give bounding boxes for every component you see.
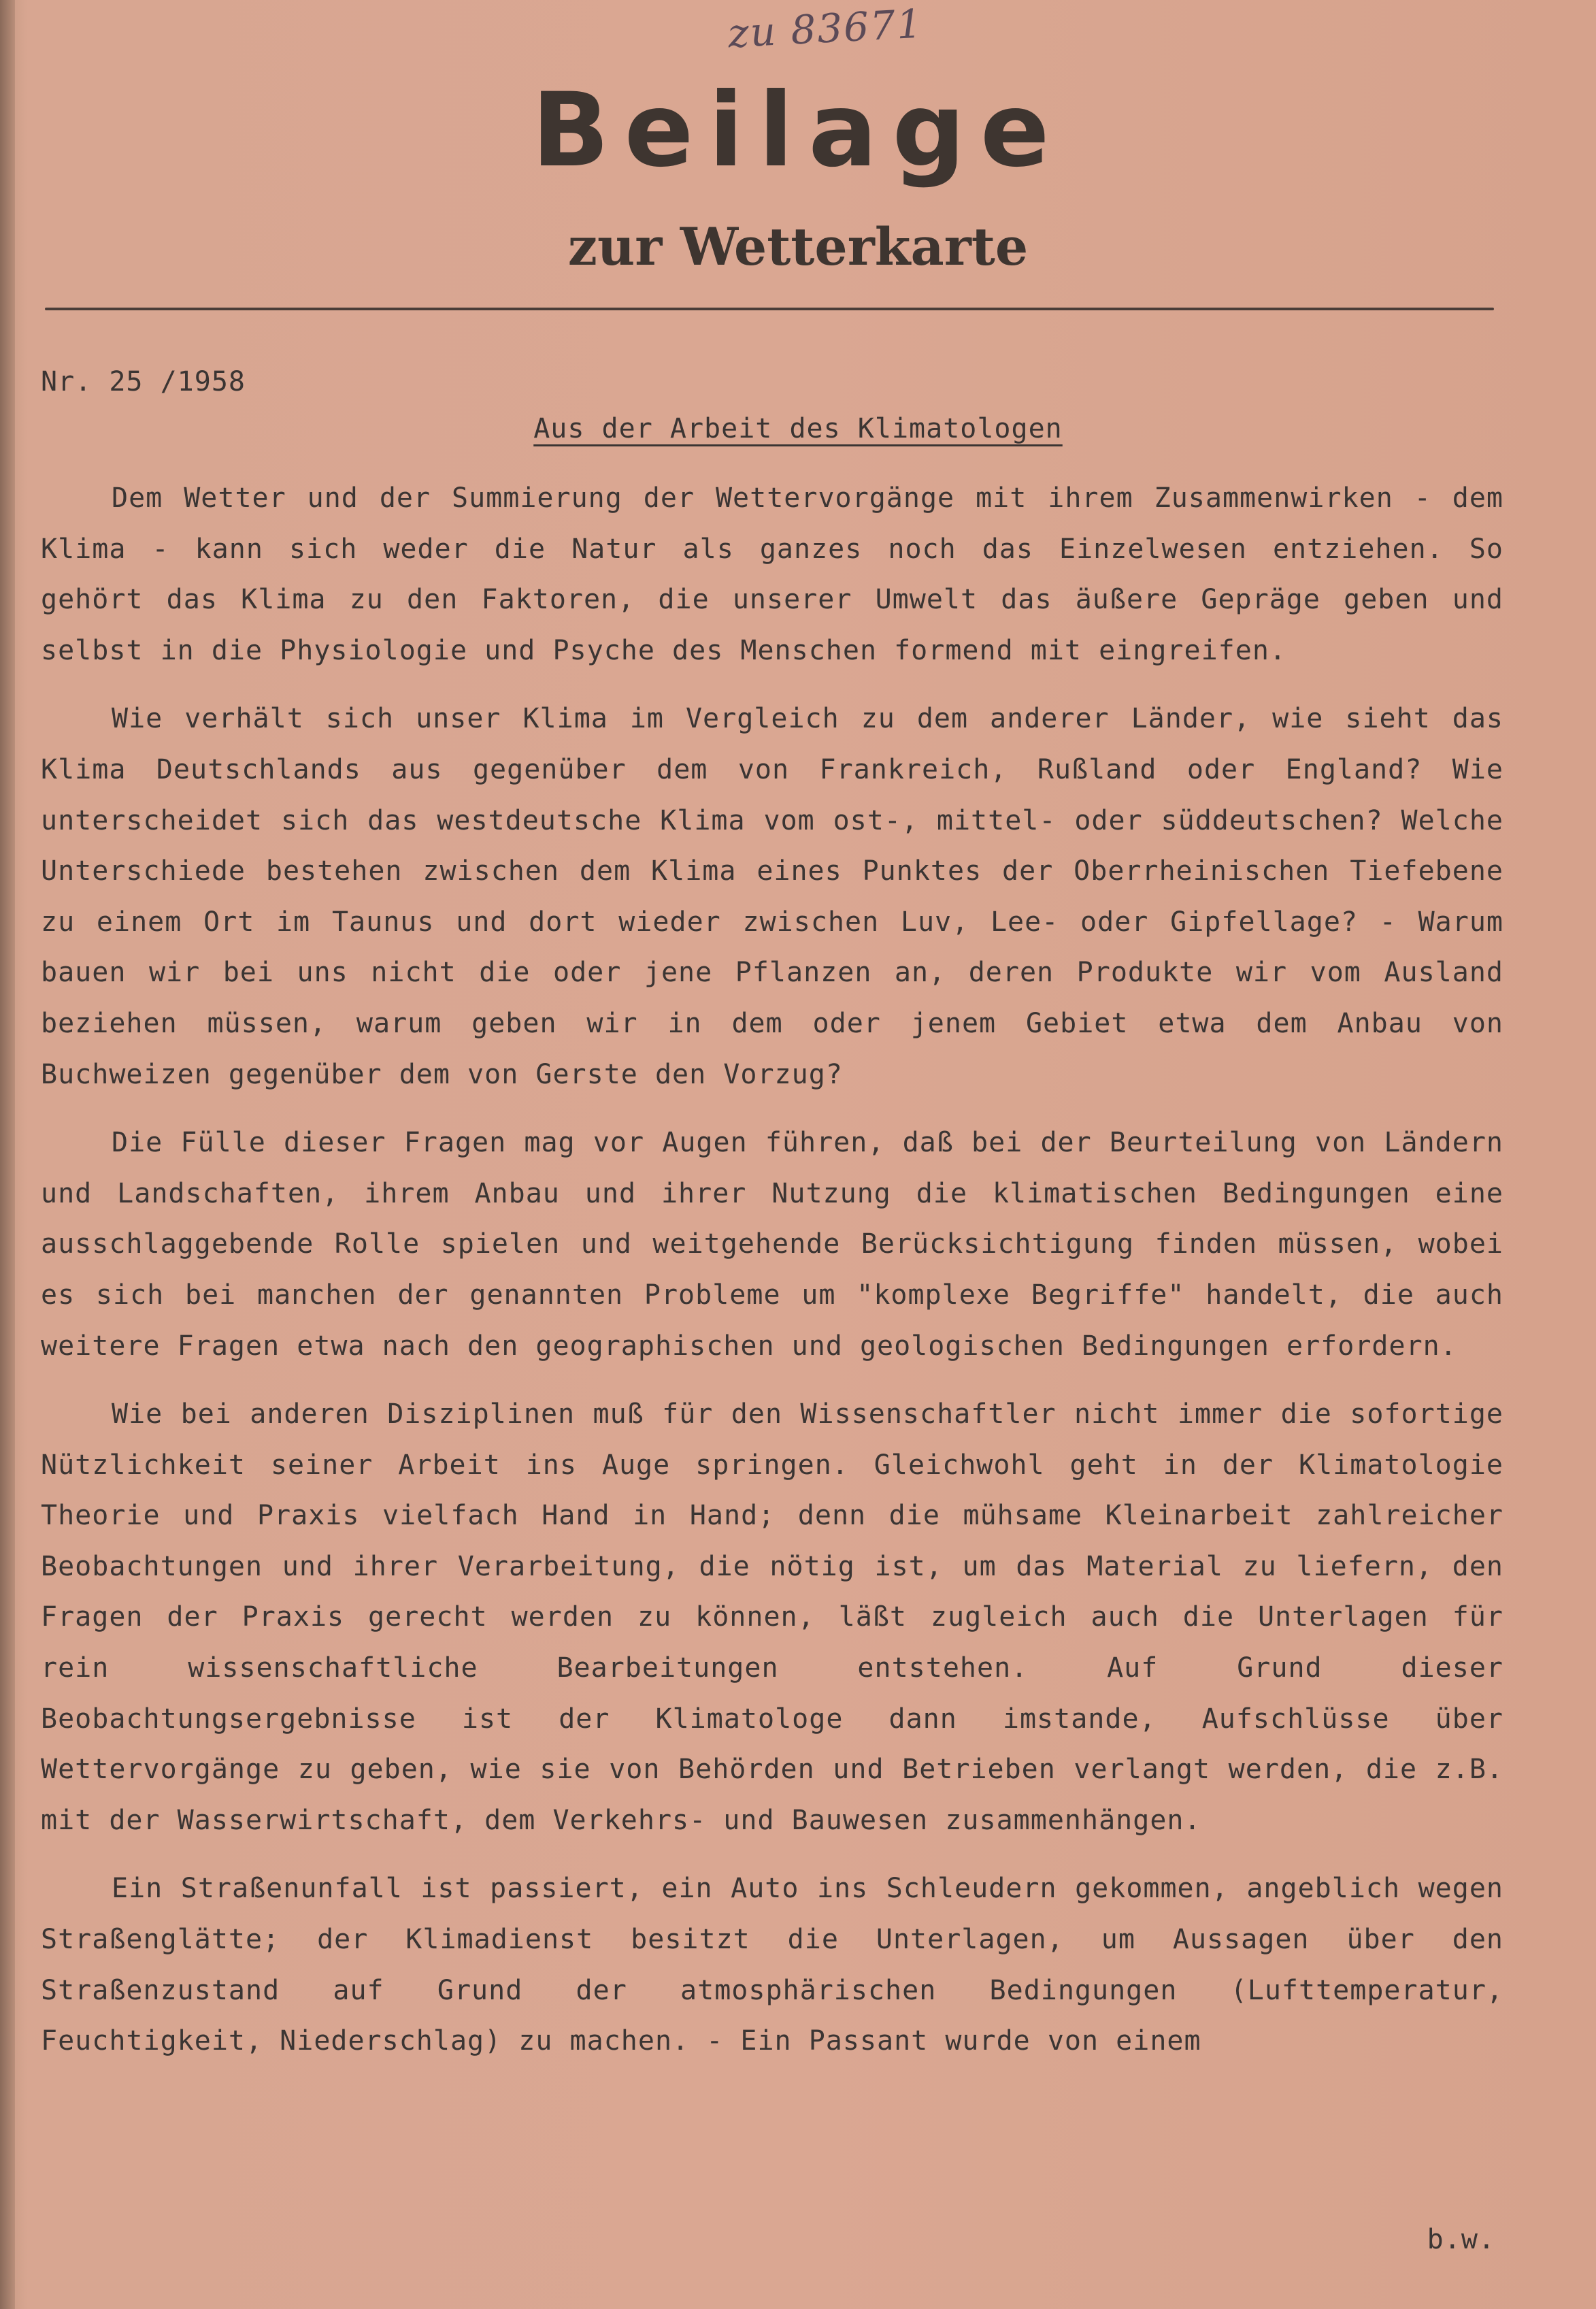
- article-paragraph-1: Dem Wetter und der Summierung der Wettervorgänge mit ihrem Zusammenwirken - dem Klima - kann sich weder die Natur als ganzes noch das Einzelwesen entziehen. So gehört das Klima zu den Faktoren, die unserer Umwelt das äußere Gepräge geben und selbst in die Physiologie und Psyche des Menschen formend mit eingreifen.: [41, 482, 1503, 666]
- article-paragraph-3: Die Fülle dieser Fragen mag vor Augen führen, daß bei der Beurteilung von Ländern und Landschaften, ihrem Anbau und ihrer Nutzung die klimatischen Bedingungen eine ausschlaggebende Rolle spielen und weitgehende Berücksichtigung finden müssen, wobei es sich bei manchen der genannten Probleme um "komplexe Begriffe" handelt, die auch weitere Fragen etwa nach den geographischen und geologischen Bedingungen erfordern.: [41, 1127, 1503, 1362]
- article-body: [41, 473, 1503, 2067]
- continuation-note: b.w.: [1427, 2224, 1495, 2255]
- article-paragraph-2: Wie verhält sich unser Klima im Vergleich zu dem anderer Länder, wie sieht das Klima Deutschlands aus gegenüber dem von Frankreich, Rußland oder England? Wie unterscheidet sich das westdeutsche Klima vom ost-, mittel- oder süddeutschen? Welche Unterschiede bestehen zwischen dem Klima eines Punktes der Oberrheinischen Tiefebene zu einem Ort im Taunus und dort wieder zwischen Luv, Lee- oder Gipfellage? - Warum bauen wir bei uns nicht die oder jene Pflanzen an, deren Produkte wir vom Ausland beziehen müssen, warum geben wir in dem oder jenem Gebiet etwa dem Anbau von Buchweizen gegenüber dem von Gerste den Vorzug?: [41, 703, 1503, 1090]
- archive-annotation: zu 83671: [727, 0, 925, 57]
- header-divider: [45, 308, 1494, 310]
- document-subtitle: zur Wetterkarte: [567, 216, 1029, 277]
- article-paragraph-4: Wie bei anderen Disziplinen muß für den Wissenschaftler nicht immer die sofortige Nützlichkeit seiner Arbeit ins Auge springen. Gleichwohl geht in der Klimatologie Theorie und Praxis vielfach Hand in Hand; denn die mühsame Kleinarbeit zahlreicher Beobachtungen und ihrer Verarbeitung, die nötig ist, um das Material zu liefern, den Fragen der Praxis gerecht werden zu können, läßt zugleich auch die Unterlagen für rein wissenschaftliche Bearbeitungen entstehen. Auf Grund dieser Beobachtungsergebnisse ist der Klimatologe dann imstande, Aufschlüsse über Wettervorgänge zu geben, wie sie von Behörden und Betrieben verlangt werden, die z.B. mit der Wasserwirtschaft, dem Verkehrs- und Bauwesen zusammenhängen.: [41, 1398, 1503, 1836]
- article-paragraph-5: Ein Straßenunfall ist passiert, ein Auto ins Schleudern gekommen, angeblich wegen Straßenglätte; der Klimadienst besitzt die Unterlagen, um Aussagen über den Straßenzustand auf Grund der atmosphärischen Bedingungen (Lufttemperatur, Feuchtigkeit, Niederschlag) zu machen. - Ein Passant wurde von einem: [41, 1873, 1503, 2057]
- binding-edge: [0, 0, 15, 2309]
- document-title: Beilage: [531, 71, 1065, 190]
- article-heading: Aus der Arbeit des Klimatologen: [533, 413, 1063, 444]
- issue-number: Nr. 25 /1958: [41, 366, 246, 397]
